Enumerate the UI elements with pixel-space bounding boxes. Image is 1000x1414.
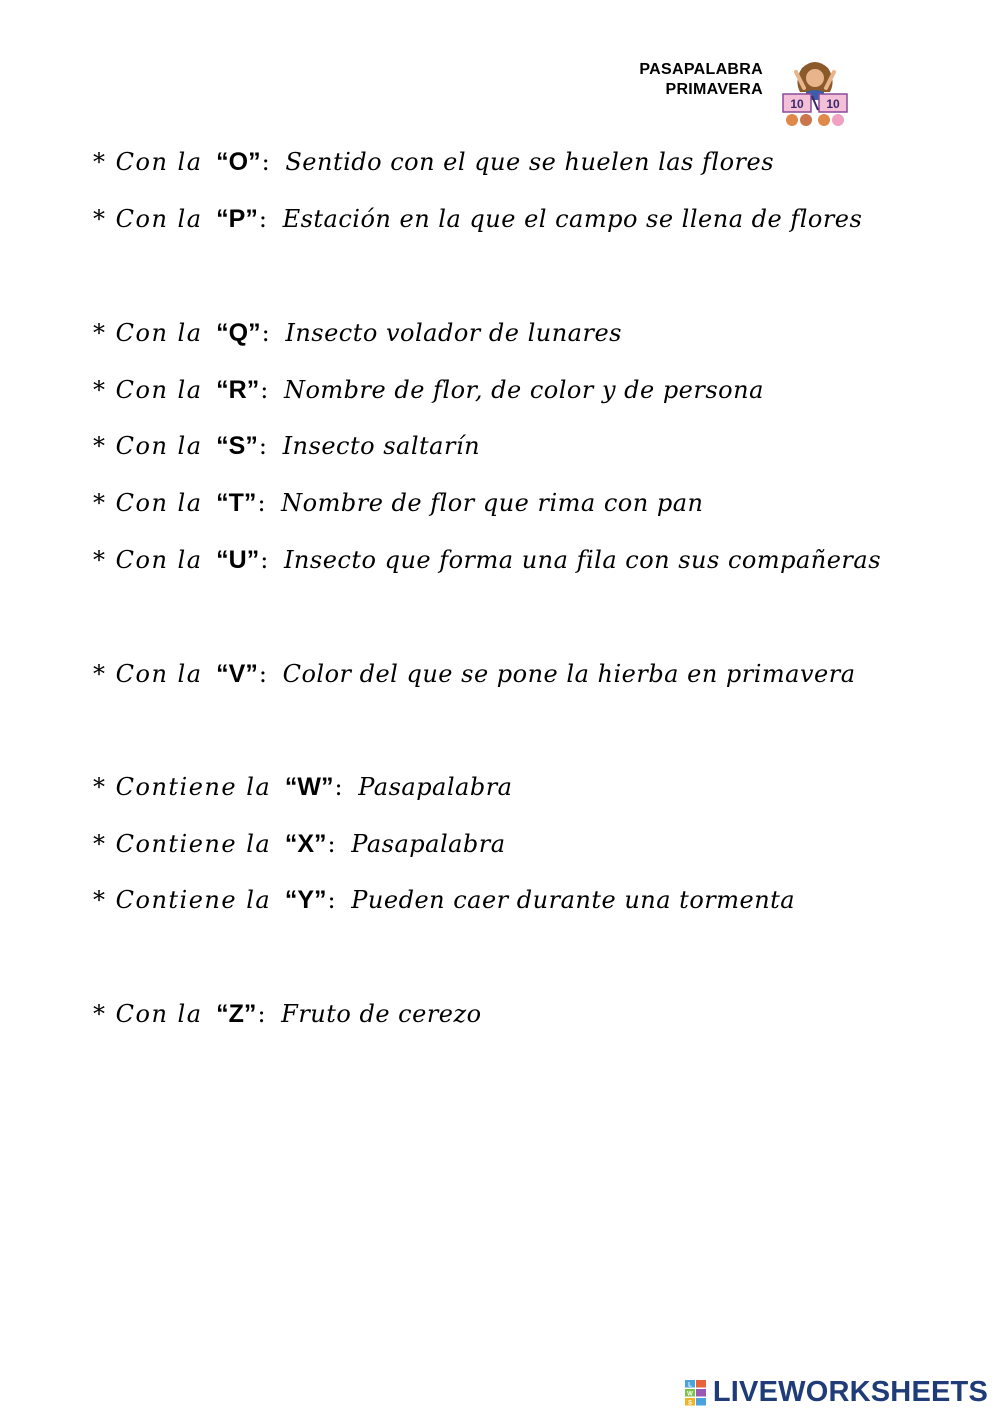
clue-lead: * Contiene la — [93, 773, 272, 801]
logo-letter: W — [687, 1391, 693, 1397]
clue-text: Color del que se pone la hierba en primavera — [282, 660, 856, 688]
clue-text: Nombre de flor que rima con pan — [281, 489, 704, 517]
clue-lead: * Con la — [93, 148, 203, 176]
clue-w: * Contiene la “W”: Pasapalabra — [93, 773, 513, 801]
logo-letter: L — [688, 1382, 692, 1388]
title-line-2: PRIMAVERA — [665, 81, 763, 98]
badge-right: 10 — [826, 97, 840, 111]
clue-letter: “P” — [216, 205, 258, 233]
clue-y: * Contiene la “Y”: Pueden caer durante una tormenta — [93, 886, 796, 914]
clue-lead: * Contiene la — [93, 830, 272, 858]
clue-u: * Con la “U”: Insecto que forma una fila con sus compañeras — [93, 546, 882, 574]
clue-lead: * Con la — [93, 319, 203, 347]
clue-v: * Con la “V”: Color del que se pone la hierba en primavera — [93, 660, 856, 688]
clue-letter: “W” — [284, 773, 334, 801]
clue-letter: “O” — [216, 148, 261, 176]
clue-letter: “V” — [216, 660, 258, 688]
worksheet-title — [639, 60, 763, 100]
brand-name: LIVEWORKSHEETS — [712, 1376, 988, 1408]
liveworksheets-logo-icon — [685, 1380, 707, 1406]
clue-text: Pasapalabra — [351, 830, 506, 858]
clue-letter: “Q” — [216, 319, 261, 347]
clue-text: Nombre de flor, de color y de persona — [283, 376, 764, 404]
clue-p: * Con la “P”: Estación en la que el campo se llena de flores — [93, 205, 863, 233]
badge-left: 10 — [790, 97, 804, 111]
clue-letter: “S” — [216, 432, 258, 460]
clue-lead: * Contiene la — [93, 886, 272, 914]
clue-z: * Con la “Z”: Fruto de cerezo — [93, 1000, 482, 1028]
clue-q: * Con la “Q”: Insecto volador de lunares — [93, 319, 622, 347]
teacher-avatar-icon — [780, 58, 850, 128]
clue-t: * Con la “T”: Nombre de flor que rima con pan — [93, 489, 704, 517]
clue-text: Pueden caer durante una tormenta — [351, 886, 796, 914]
clue-letter: “Y” — [284, 886, 327, 914]
clue-s: * Con la “S”: Insecto saltarín — [93, 432, 481, 460]
liveworksheets-footer[interactable] — [685, 1376, 988, 1409]
clue-text: Insecto que forma una fila con sus compañeras — [283, 546, 882, 574]
clue-letter: “X” — [284, 830, 327, 858]
clue-letter: “U” — [216, 546, 260, 574]
logo-letter: S — [687, 1400, 692, 1406]
clue-letter: “Z” — [216, 1000, 257, 1028]
clue-lead: * Con la — [93, 489, 203, 517]
clue-text: Fruto de cerezo — [281, 1000, 482, 1028]
clue-o: * Con la “O”: Sentido con el que se huelen las flores — [93, 148, 775, 176]
clue-text: Pasapalabra — [358, 773, 513, 801]
title-line-1: PASAPALABRA — [639, 61, 763, 78]
clue-lead: * Con la — [93, 546, 203, 574]
clue-letter: “T” — [216, 489, 257, 517]
clue-text: Estación en la que el campo se llena de flores — [282, 205, 863, 233]
clue-lead: * Con la — [93, 376, 203, 404]
clue-text: Insecto volador de lunares — [285, 319, 622, 347]
clue-lead: * Con la — [93, 432, 203, 460]
clue-lead: * Con la — [93, 205, 203, 233]
clue-letter: “R” — [216, 376, 260, 404]
clue-lead: * Con la — [93, 1000, 203, 1028]
clue-lead: * Con la — [93, 660, 203, 688]
clue-r: * Con la “R”: Nombre de flor, de color y de persona — [93, 376, 764, 404]
clue-text: Sentido con el que se huelen las flores — [285, 148, 775, 176]
clue-text: Insecto saltarín — [282, 432, 481, 460]
clue-x: * Contiene la “X”: Pasapalabra — [93, 830, 506, 858]
